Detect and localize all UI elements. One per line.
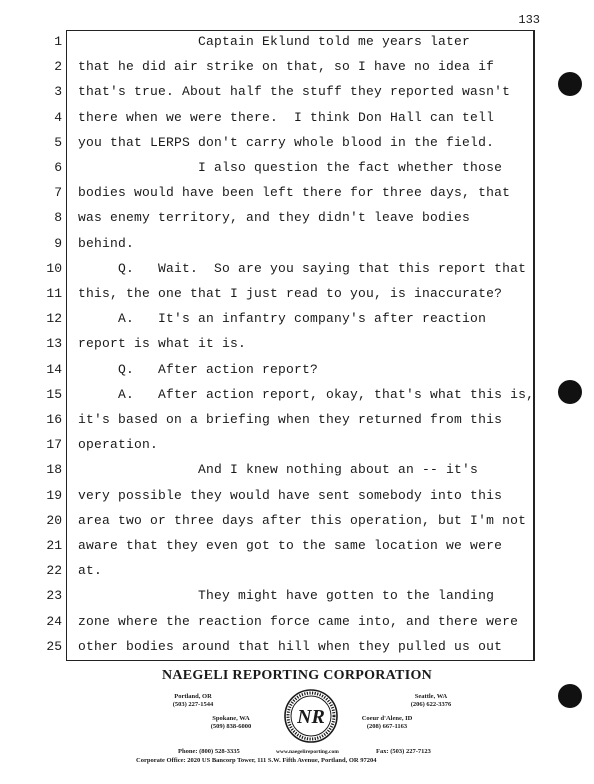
binder-hole-bottom <box>558 684 582 708</box>
line-number: 9 <box>54 235 62 251</box>
transcript-line: other bodies around that hill when they pulled us out <box>78 638 503 654</box>
line-number: 14 <box>46 361 62 377</box>
line-number: 10 <box>46 260 62 276</box>
transcript-line: there when we were there. I think Don Hall can tell <box>78 109 495 125</box>
transcript-line: Q. After action report? <box>78 361 319 377</box>
line-number: 23 <box>46 588 62 604</box>
line-number: 24 <box>46 613 62 629</box>
line-number: 4 <box>54 109 62 125</box>
office-city: Spokane, WA <box>212 715 250 722</box>
line-number: 16 <box>46 412 62 427</box>
page-number: 133 <box>518 13 540 27</box>
office-city: Coeur d'Alene, ID <box>361 715 413 722</box>
office-phone: (206) 622-3376 <box>410 701 452 708</box>
line-number: 1 <box>54 34 62 49</box>
line-number: 6 <box>54 160 62 175</box>
line-number: 22 <box>46 563 62 579</box>
transcript-line: area two or three days after this operation, but I'm not <box>78 512 527 528</box>
office-city: Portland, OR <box>174 693 212 700</box>
line-number: 19 <box>46 487 62 503</box>
line-number: 11 <box>46 286 62 301</box>
line-number: 21 <box>46 538 62 553</box>
transcript-line: you that LERPS don't carry whole blood in the field. <box>78 134 495 150</box>
office-seattle <box>386 693 476 709</box>
line-number: 18 <box>46 462 62 478</box>
transcript-line: bodies would have been left there for three days, that <box>78 185 511 201</box>
transcript-line: zone where the reaction force came into, and there were <box>78 613 519 629</box>
transcript-line: operation. <box>78 437 159 453</box>
transcript-line: Captain Eklund told me years later <box>78 34 471 49</box>
fax-number: Fax: (503) 227-7123 <box>376 748 431 755</box>
office-spokane <box>186 715 276 731</box>
transcript-line: Q. Wait. So are you saying that this report that <box>78 260 527 276</box>
transcript-line: very possible they would have sent somebody into this <box>78 487 503 503</box>
line-number: 2 <box>54 59 62 75</box>
line-number: 20 <box>46 512 62 528</box>
line-number: 7 <box>54 185 62 201</box>
transcript-line: A. After action report, okay, that's what this is, <box>78 386 535 402</box>
phone-number: Phone: (800) 528-3335 <box>178 748 240 755</box>
transcript-line: A. It's an infantry company's after reaction <box>78 311 487 327</box>
transcript-line: was enemy territory, and they didn't leave bodies <box>78 210 471 226</box>
transcript-line: They might have gotten to the landing <box>78 588 495 604</box>
transcript-line: that he did air strike on that, so I have no idea if <box>78 59 495 75</box>
transcript-frame-bottom <box>66 660 534 661</box>
office-phone: (208) 667-1163 <box>366 723 408 730</box>
transcript-line: I also question the fact whether those <box>78 160 503 175</box>
transcript-line: behind. <box>78 235 135 251</box>
transcript-line: it's based on a briefing when they returned from this <box>78 412 503 427</box>
transcript-line: at. <box>78 563 103 579</box>
office-phone: (509) 838-6000 <box>210 723 252 730</box>
seal-letters: NR <box>297 706 325 728</box>
transcript-line: this, the one that I just read to you, is inaccurate? <box>78 286 503 301</box>
company-name: NAEGELI REPORTING CORPORATION <box>161 668 433 683</box>
office-coeur-dalene <box>342 715 432 731</box>
corporate-address: Corporate Office: 2020 US Bancorp Tower, 111 S.W. Fifth Avenue, Portland, OR 97204 <box>136 757 377 764</box>
line-number: 13 <box>46 336 62 352</box>
line-number: 12 <box>46 311 62 327</box>
line-number: 25 <box>46 638 62 654</box>
binder-hole-middle <box>558 380 582 404</box>
line-number: 8 <box>54 210 62 226</box>
office-portland <box>148 693 238 709</box>
website: www.naegelireporting.com <box>276 749 339 755</box>
line-number: 17 <box>46 437 62 453</box>
transcript-line: aware that they even got to the same location we were <box>78 538 503 553</box>
office-city: Seattle, WA <box>414 693 448 700</box>
line-number: 5 <box>54 134 62 150</box>
line-number: 3 <box>54 84 62 100</box>
line-number: 15 <box>46 386 62 402</box>
transcript-line: that's true. About half the stuff they reported wasn't <box>78 84 511 100</box>
transcript-line: report is what it is. <box>78 336 247 352</box>
binder-hole-top <box>558 72 582 96</box>
office-phone: (503) 227-1544 <box>172 701 214 708</box>
company-seal-icon <box>283 688 339 744</box>
transcript-line: And I knew nothing about an -- it's <box>78 462 479 478</box>
